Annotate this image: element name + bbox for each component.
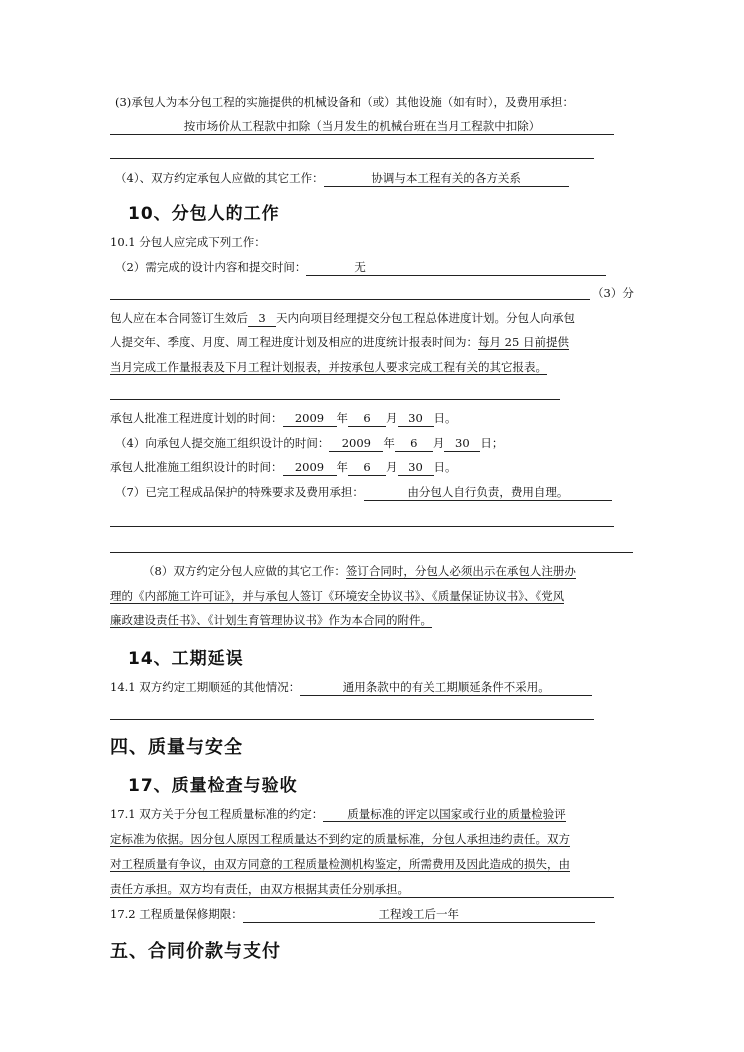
- clause-3-days: 3: [248, 311, 276, 327]
- clause-8-line-2: 理的《内部施工许可证》，并与承包人签订《环境安全协议书》、《质量保证协议书》、《党风: [110, 589, 565, 603]
- clause-8-line-1: （8）双方约定分包人应做的其它工作：签订合同时，分包人必须出示在承包人注册办: [143, 564, 576, 578]
- clause-3-machinery-value: 按市场价从工程款中扣除（当月发生的机械台班在当月工程款中扣除）: [110, 118, 614, 135]
- underline: [110, 897, 614, 898]
- clause-3-start: （3）分: [592, 286, 634, 300]
- heading-section-10: 10、分包人的工作: [128, 204, 280, 224]
- clause-17-1-line-2: 定标准为依据。因分包人原因工程质量达不到约定的质量标准，分包人承担违约责任。双方: [110, 832, 570, 846]
- clause-7-protection: （7）已完工程成品保护的特殊要求及费用承担： 由分包人自行负责，费用自理。: [115, 484, 612, 501]
- heading-section-14: 14、工期延误: [128, 649, 244, 669]
- blank-line: [110, 299, 590, 300]
- clause-17-2-value: 工程竣工后一年: [243, 907, 595, 923]
- clause-17-2: 17.2 工程质量保修期限： 工程竣工后一年: [110, 906, 595, 923]
- clause-4-label: （4）、双方约定承包人应做的其它工作： 协调与本工程有关的各方关系: [115, 170, 569, 187]
- clause-3-machinery-label: (3)承包人为本分包工程的实施提供的机械设备和（或）其他设施（如有时），及费用承担：: [115, 95, 575, 109]
- clause-7-value: 由分包人自行负责，费用自理。: [364, 485, 612, 501]
- blank-line: [110, 552, 633, 553]
- heading-section-17: 17、质量检查与验收: [128, 776, 298, 796]
- blank-line: [110, 158, 594, 159]
- clause-17-1-line-3: 对工程质量有争议，由双方同意的工程质量检测机构鉴定，所需费用及因此造成的损失，由: [110, 857, 570, 871]
- clause-14-1-value: 通用条款中的有关工期顺延条件不采用。: [300, 680, 592, 696]
- clause-8-line-3: 廉政建设责任书》、《计划生育管理协议书》作为本合同的附件。: [110, 613, 432, 627]
- submit-design-date: （4）向承包人提交施工组织设计的时间： 2009 年 6 月 30 日；: [115, 436, 504, 450]
- approve-schedule-date: 承包人批准工程进度计划的时间： 2009 年 6 月 30 日。: [110, 411, 457, 425]
- blank-line: [110, 399, 560, 400]
- approve-design-date: 承包人批准施工组织设计的时间： 2009 年 6 月 30 日。: [110, 460, 457, 474]
- heading-part-5: 五、合同价款与支付: [110, 941, 281, 962]
- clause-2-design-value: 无: [306, 259, 606, 276]
- clause-17-1-line-1: 17.1 双方关于分包工程质量标准的约定： 质量标准的评定以国家或行业的质量检验评: [110, 807, 566, 821]
- clause-2-design: （2）需完成的设计内容和提交时间： 无: [115, 259, 606, 276]
- heading-part-4: 四、质量与安全: [110, 737, 243, 758]
- clause-14-1: 14.1 双方约定工期顺延的其他情况： 通用条款中的有关工期顺延条件不采用。: [110, 679, 592, 696]
- clause-3-line-2: 人提交年、季度、月度、周工程进度计划及相应的进度统计报表时间为：每月 25 日前提供: [110, 335, 569, 349]
- clause-10-1: 10.1 分包人应完成下列工作：: [110, 235, 266, 249]
- blank-line: [110, 526, 614, 527]
- blank-line: [110, 719, 594, 720]
- clause-17-1-line-4: 责任方承担。双方均有责任，由双方根据其责任分别承担。: [110, 882, 409, 896]
- clause-4-value: 协调与本工程有关的各方关系: [324, 171, 569, 187]
- clause-3-line-1: 包人应在本合同签订生效后 3 天内向项目经理提交分包工程总体进度计划。分包人向承包: [110, 311, 575, 325]
- clause-3-line-3: 当月完成工作量报表及下月工程计划报表，并按承包人要求完成工程有关的其它报表。: [110, 360, 547, 374]
